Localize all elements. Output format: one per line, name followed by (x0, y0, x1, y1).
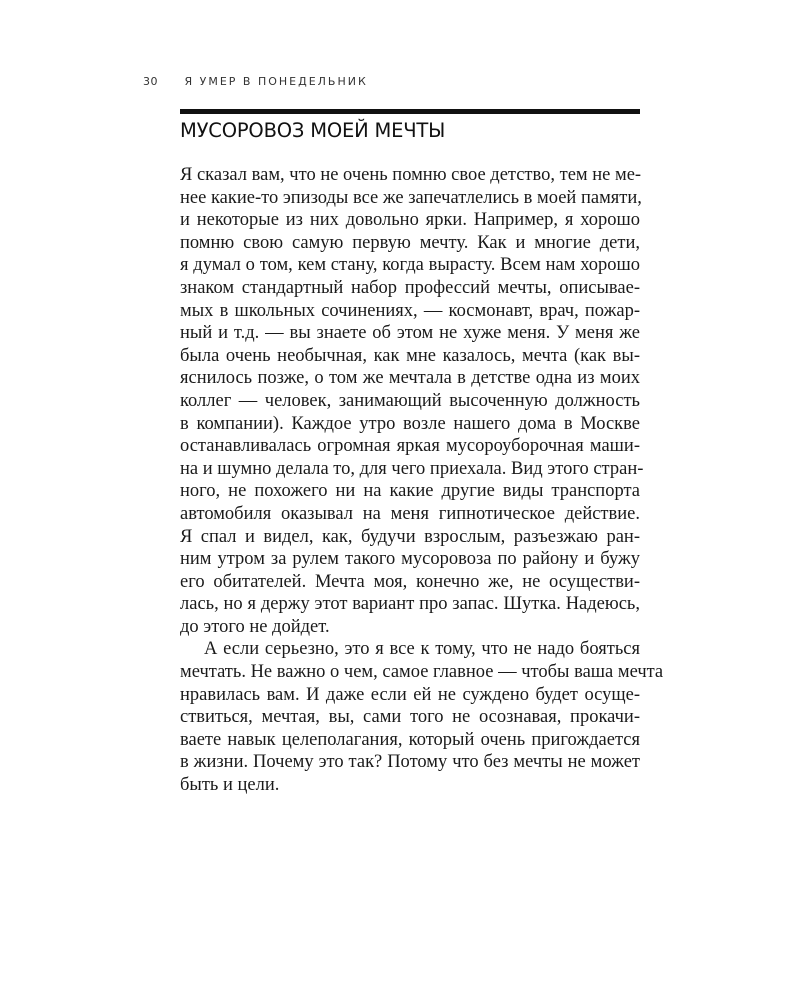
text-line: помню свою самую первую мечту. Как и многие дети, (180, 232, 640, 253)
text-line: мечтать. Не важно о чем, самое главное — чтобы ваша мечта (180, 662, 664, 683)
text-line: нравилась вам. И даже если ей не суждено будет осуще- (180, 684, 640, 705)
text-line: мых в школьных сочинениях, — космонавт, врач, пожар- (180, 300, 640, 321)
paragraph-1 (180, 164, 644, 638)
text-line: быть и цели. (180, 775, 280, 796)
text-line: Я спал и видел, как, будучи взрослым, разъезжаю ран- (180, 526, 640, 547)
section-title: МУСОРОВОЗ МОЕЙ МЕЧТЫ (180, 119, 446, 142)
text-line: коллег — человек, занимающий высоченную должность (180, 390, 640, 411)
text-line: автомобиля оказывал на меня гипнотическое действие. (180, 503, 640, 524)
text-line: ный и т.д. — вы знаете об этом не хуже меня. У меня же (180, 323, 640, 344)
paragraph-2 (180, 638, 664, 796)
text-line: ним утром за рулем такого мусоровоза по району и бужу (180, 549, 640, 570)
text-line: на и шумно делала то, для чего приехала. Вид этого стран- (180, 458, 644, 479)
text-line: знаком стандартный набор профессий мечты, описывае- (180, 277, 640, 298)
text-line: я думал о том, кем стану, когда вырасту. Всем нам хорошо (180, 255, 640, 276)
text-line: ствиться, мечтая, вы, сами того не осознавая, прокачи- (180, 707, 640, 728)
text-line: в жизни. Почему это так? Потому что без мечты не может (180, 752, 640, 773)
text-line: до этого не дойдет. (180, 616, 330, 637)
text-line: была очень необычная, как мне казалось, мечта (как вы- (180, 345, 640, 366)
text-line: яснилось позже, о том же мечтала в детстве одна из моих (180, 368, 640, 389)
running-head (143, 75, 368, 88)
text-line: нее какие-то эпизоды все же запечатлелись в моей памяти, (180, 187, 642, 208)
page-number: 30 (143, 75, 158, 88)
heading-rule (180, 109, 640, 114)
text-line: останавливалась огромная яркая мусороуборочная маши- (180, 436, 640, 457)
text-line: ного, не похожего ни на какие другие виды транспорта (180, 481, 640, 502)
text-line: его обитателей. Мечта моя, конечно же, не осуществи- (180, 571, 640, 592)
text-line: Я сказал вам, что не очень помню свое детство, тем не ме- (180, 165, 642, 185)
body-text (180, 164, 664, 797)
text-line: лась, но я держу этот вариант про запас. Шутка. Надеюсь, (180, 594, 640, 615)
text-line: и некоторые из них довольно ярки. Например, я хорошо (180, 210, 640, 231)
text-line: А если серьезно, это я все к тому, что не надо бояться (204, 639, 640, 660)
text-line: ваете навык целеполагания, который очень пригождается (180, 729, 640, 750)
book-title: Я УМЕР В ПОНЕДЕЛЬНИК (184, 75, 368, 88)
text-line: в компании). Каждое утро возле нашего дома в Москве (180, 413, 640, 434)
